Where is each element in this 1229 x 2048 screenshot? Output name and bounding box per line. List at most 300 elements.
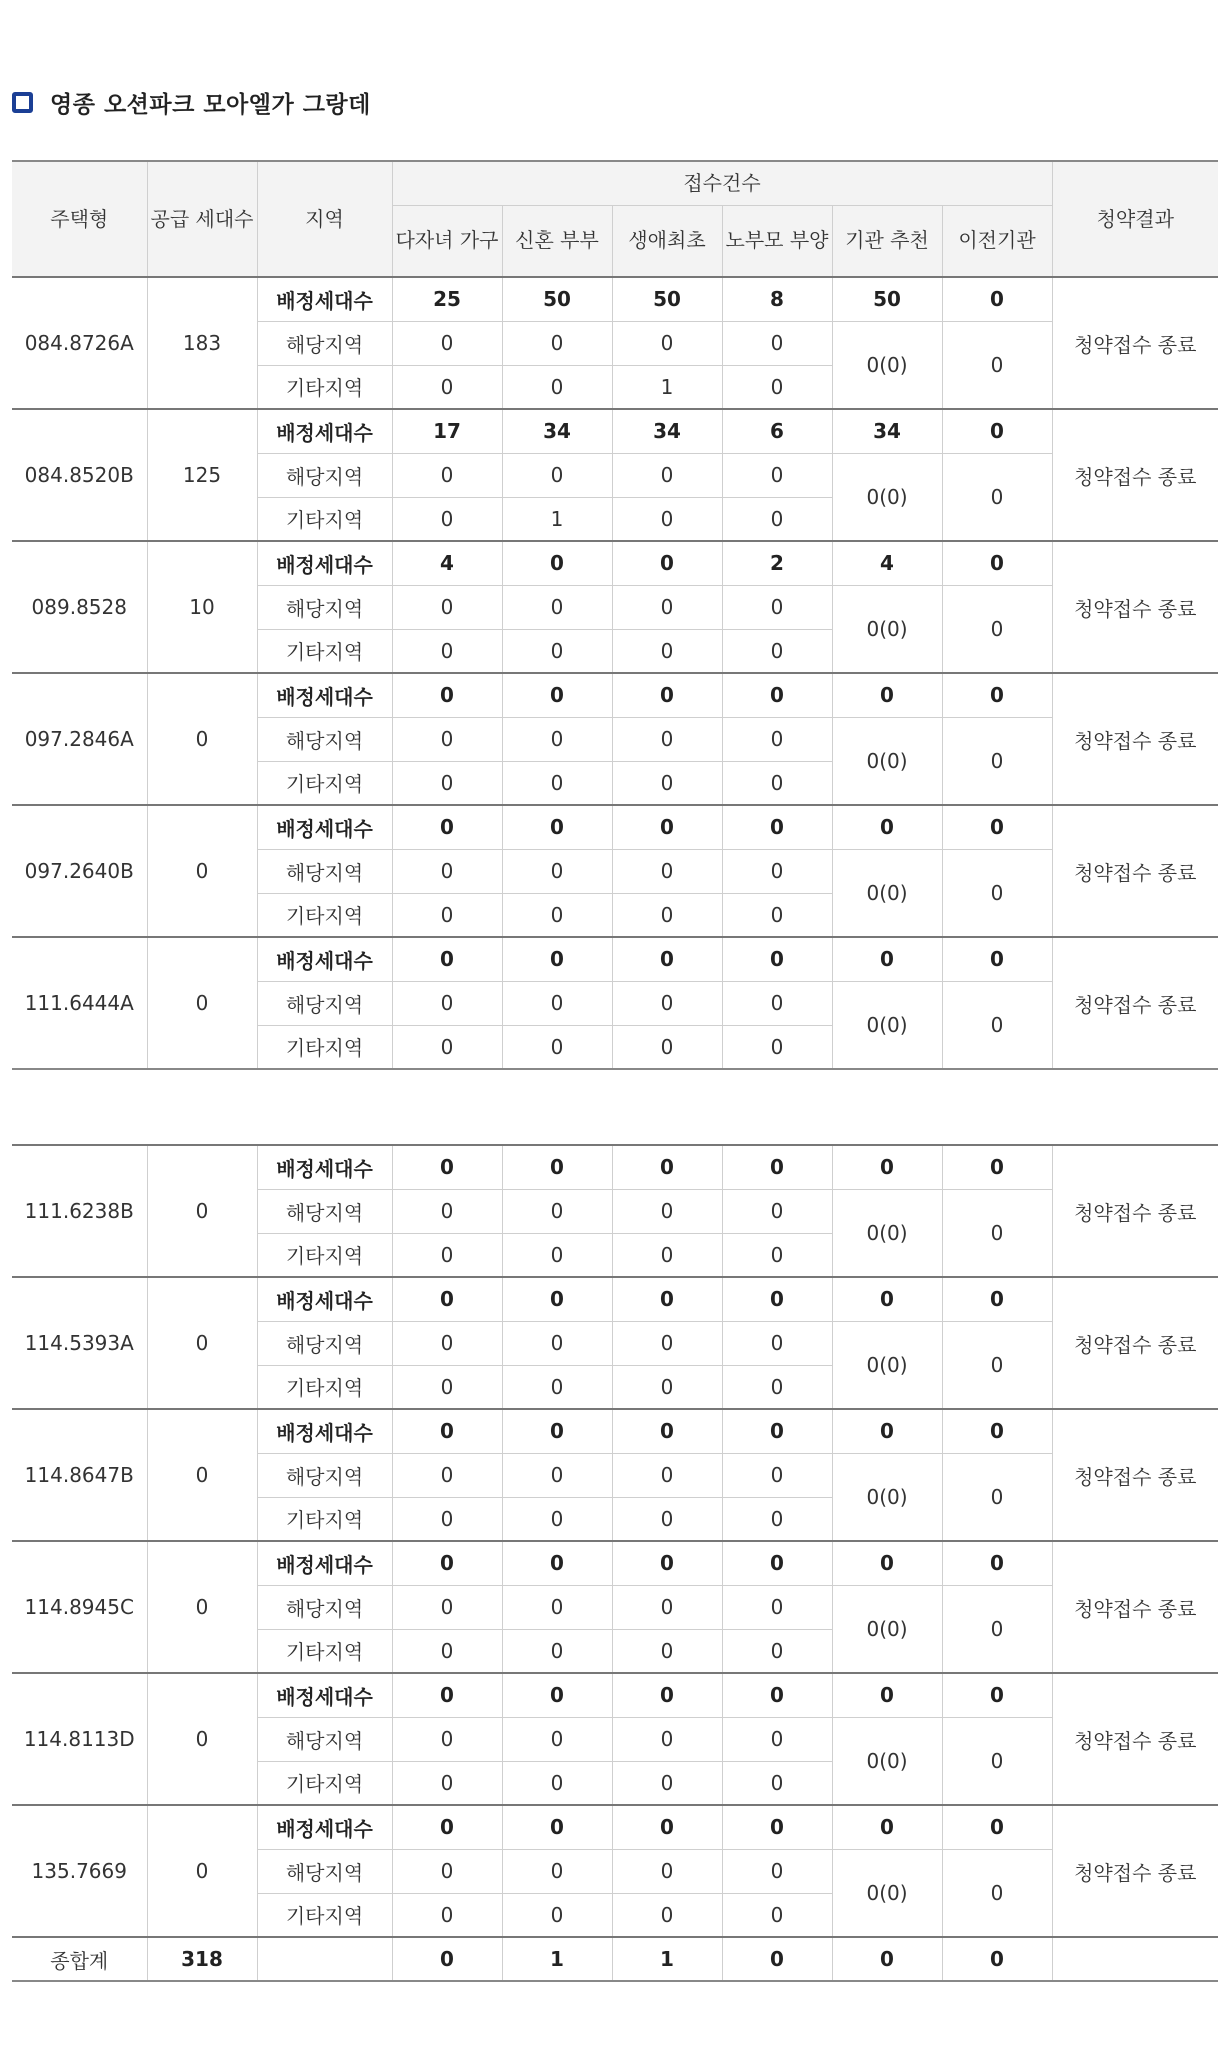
allocated-value: 0 — [722, 937, 832, 981]
total-value: 0 — [832, 1937, 942, 1981]
allocated-value: 0 — [612, 1541, 722, 1585]
other-value: 0 — [392, 1233, 502, 1277]
allocated-value: 0 — [832, 1145, 942, 1189]
other-value: 0 — [392, 629, 502, 673]
other-value: 0 — [722, 1025, 832, 1069]
local-value: 0 — [612, 585, 722, 629]
other-value: 0 — [612, 629, 722, 673]
result-cell: 청약접수 종료 — [1052, 541, 1218, 673]
row-label-other: 기타지역 — [257, 1025, 392, 1069]
housing-type-cell: 097.2640B — [12, 805, 147, 937]
allocated-value: 0 — [722, 673, 832, 717]
other-value: 0 — [392, 1629, 502, 1673]
row-label-allocated: 배정세대수 — [257, 409, 392, 453]
row-label-local: 해당지역 — [257, 981, 392, 1025]
allocated-value: 2 — [722, 541, 832, 585]
local-value: 0 — [502, 321, 612, 365]
other-value: 0 — [392, 365, 502, 409]
header-col-elderly-parent: 노부모 부양 — [722, 205, 832, 277]
total-value: 0 — [942, 1937, 1052, 1981]
allocated-value: 0 — [392, 1277, 502, 1321]
allocated-value: 0 — [502, 1673, 612, 1717]
local-value: 0 — [612, 321, 722, 365]
other-value: 0 — [392, 497, 502, 541]
local-value: 0 — [722, 717, 832, 761]
housing-type-cell: 114.8945C — [12, 1541, 147, 1673]
total-result-empty — [1052, 1937, 1218, 1981]
row-label-allocated: 배정세대수 — [257, 1145, 392, 1189]
other-value: 0 — [612, 1365, 722, 1409]
allocated-value: 0 — [832, 673, 942, 717]
table-row — [12, 1805, 1218, 1849]
other-value: 0 — [502, 1365, 612, 1409]
header-col-first-time: 생애최초 — [612, 205, 722, 277]
agency-combined-cell: 0(0) — [832, 453, 942, 541]
allocated-value: 4 — [392, 541, 502, 585]
allocated-value: 0 — [612, 1673, 722, 1717]
allocated-value: 0 — [832, 805, 942, 849]
allocated-value: 0 — [942, 805, 1052, 849]
relocated-combined-cell: 0 — [942, 453, 1052, 541]
subscription-table-part-2 — [12, 1144, 1218, 1982]
relocated-combined-cell: 0 — [942, 717, 1052, 805]
allocated-value: 0 — [502, 937, 612, 981]
relocated-combined-cell: 0 — [942, 1321, 1052, 1409]
row-label-allocated: 배정세대수 — [257, 673, 392, 717]
housing-type-cell: 089.8528 — [12, 541, 147, 673]
allocated-value: 0 — [392, 1409, 502, 1453]
relocated-combined-cell: 0 — [942, 321, 1052, 409]
allocated-value: 4 — [832, 541, 942, 585]
result-cell: 청약접수 종료 — [1052, 1277, 1218, 1409]
total-value: 0 — [722, 1937, 832, 1981]
allocated-value: 0 — [942, 1673, 1052, 1717]
header-housing-type: 주택형 — [12, 161, 147, 277]
row-label-other: 기타지역 — [257, 1629, 392, 1673]
allocated-value: 0 — [392, 1805, 502, 1849]
local-value: 0 — [722, 1189, 832, 1233]
agency-combined-cell: 0(0) — [832, 981, 942, 1069]
allocated-value: 0 — [942, 1145, 1052, 1189]
housing-type-cell: 135.7669 — [12, 1805, 147, 1937]
table-row — [12, 277, 1218, 321]
allocated-value: 8 — [722, 277, 832, 321]
local-value: 0 — [722, 981, 832, 1025]
other-value: 0 — [502, 1893, 612, 1937]
header-col-relocated: 이전기관 — [942, 205, 1052, 277]
other-value: 0 — [722, 1497, 832, 1541]
other-value: 0 — [502, 1233, 612, 1277]
local-value: 0 — [502, 849, 612, 893]
local-value: 0 — [722, 585, 832, 629]
local-value: 0 — [722, 1585, 832, 1629]
other-value: 0 — [502, 1629, 612, 1673]
local-value: 0 — [612, 453, 722, 497]
allocated-value: 0 — [502, 1805, 612, 1849]
allocated-value: 0 — [832, 1805, 942, 1849]
agency-combined-cell: 0(0) — [832, 1717, 942, 1805]
allocated-value: 0 — [942, 1409, 1052, 1453]
header-col-agency: 기관 추천 — [832, 205, 942, 277]
row-label-other: 기타지역 — [257, 365, 392, 409]
allocated-value: 0 — [722, 1277, 832, 1321]
allocated-value: 17 — [392, 409, 502, 453]
other-value: 0 — [722, 1761, 832, 1805]
allocated-value: 0 — [502, 1409, 612, 1453]
supply-units-cell: 125 — [147, 409, 257, 541]
relocated-combined-cell: 0 — [942, 1453, 1052, 1541]
local-value: 0 — [612, 1453, 722, 1497]
allocated-value: 0 — [392, 1145, 502, 1189]
table-row — [12, 937, 1218, 981]
header-result: 청약결과 — [1052, 161, 1218, 277]
local-value: 0 — [722, 1717, 832, 1761]
other-value: 0 — [392, 1761, 502, 1805]
result-cell: 청약접수 종료 — [1052, 277, 1218, 409]
allocated-value: 0 — [722, 1673, 832, 1717]
local-value: 0 — [392, 453, 502, 497]
local-value: 0 — [612, 1585, 722, 1629]
local-value: 0 — [612, 981, 722, 1025]
table-row — [12, 409, 1218, 453]
other-value: 0 — [722, 893, 832, 937]
housing-type-cell: 111.6444A — [12, 937, 147, 1069]
table-row — [12, 1145, 1218, 1189]
allocated-value: 0 — [612, 541, 722, 585]
allocated-value: 0 — [502, 1541, 612, 1585]
allocated-value: 0 — [942, 937, 1052, 981]
header-col-newlywed: 신혼 부부 — [502, 205, 612, 277]
allocated-value: 0 — [832, 1277, 942, 1321]
section-title — [12, 84, 371, 120]
local-value: 0 — [722, 1321, 832, 1365]
row-label-local: 해당지역 — [257, 585, 392, 629]
allocated-value: 0 — [832, 1409, 942, 1453]
supply-units-cell: 0 — [147, 937, 257, 1069]
other-value: 0 — [612, 1233, 722, 1277]
local-value: 0 — [392, 1849, 502, 1893]
row-label-allocated: 배정세대수 — [257, 277, 392, 321]
other-value: 0 — [392, 1893, 502, 1937]
other-value: 0 — [502, 1497, 612, 1541]
row-label-local: 해당지역 — [257, 1189, 392, 1233]
local-value: 0 — [502, 1189, 612, 1233]
header-reception-count: 접수건수 — [392, 161, 1052, 205]
housing-type-cell: 111.6238B — [12, 1145, 147, 1277]
supply-units-cell: 0 — [147, 1673, 257, 1805]
header-supply-units: 공급 세대수 — [147, 161, 257, 277]
allocated-value: 0 — [612, 673, 722, 717]
agency-combined-cell: 0(0) — [832, 849, 942, 937]
total-value: 0 — [392, 1937, 502, 1981]
allocated-value: 0 — [502, 1277, 612, 1321]
local-value: 0 — [502, 1717, 612, 1761]
allocated-value: 0 — [502, 541, 612, 585]
other-value: 0 — [722, 1233, 832, 1277]
local-value: 0 — [612, 1321, 722, 1365]
local-value: 0 — [502, 585, 612, 629]
agency-combined-cell: 0(0) — [832, 1321, 942, 1409]
table-row — [12, 1541, 1218, 1585]
allocated-value: 0 — [722, 1409, 832, 1453]
result-cell: 청약접수 종료 — [1052, 1673, 1218, 1805]
other-value: 0 — [612, 1761, 722, 1805]
other-value: 0 — [502, 629, 612, 673]
local-value: 0 — [392, 1189, 502, 1233]
allocated-value: 0 — [942, 541, 1052, 585]
page-title: 영종 오션파크 모아엘가 그랑데 — [50, 91, 371, 118]
allocated-value: 34 — [612, 409, 722, 453]
allocated-value: 0 — [612, 805, 722, 849]
result-cell: 청약접수 종료 — [1052, 673, 1218, 805]
table-row — [12, 1277, 1218, 1321]
agency-combined-cell: 0(0) — [832, 585, 942, 673]
allocated-value: 0 — [392, 1673, 502, 1717]
allocated-value: 0 — [832, 1541, 942, 1585]
allocated-value: 0 — [942, 277, 1052, 321]
local-value: 0 — [722, 1849, 832, 1893]
local-value: 0 — [392, 849, 502, 893]
row-label-allocated: 배정세대수 — [257, 937, 392, 981]
table-row — [12, 541, 1218, 585]
supply-units-cell: 0 — [147, 1409, 257, 1541]
other-value: 0 — [722, 629, 832, 673]
local-value: 0 — [392, 981, 502, 1025]
row-label-local: 해당지역 — [257, 1453, 392, 1497]
local-value: 0 — [612, 1849, 722, 1893]
result-cell: 청약접수 종료 — [1052, 937, 1218, 1069]
result-cell: 청약접수 종료 — [1052, 805, 1218, 937]
relocated-combined-cell: 0 — [942, 1585, 1052, 1673]
other-value: 0 — [612, 893, 722, 937]
allocated-value: 0 — [502, 673, 612, 717]
other-value: 0 — [722, 497, 832, 541]
housing-type-cell: 097.2846A — [12, 673, 147, 805]
allocated-value: 50 — [832, 277, 942, 321]
local-value: 0 — [502, 453, 612, 497]
allocated-value: 0 — [392, 1541, 502, 1585]
row-label-other: 기타지역 — [257, 893, 392, 937]
allocated-value: 0 — [722, 1541, 832, 1585]
relocated-combined-cell: 0 — [942, 585, 1052, 673]
other-value: 0 — [612, 1497, 722, 1541]
housing-type-cell: 114.8113D — [12, 1673, 147, 1805]
row-label-local: 해당지역 — [257, 717, 392, 761]
relocated-combined-cell: 0 — [942, 849, 1052, 937]
table-row — [12, 1409, 1218, 1453]
row-label-other: 기타지역 — [257, 1365, 392, 1409]
allocated-value: 0 — [612, 1805, 722, 1849]
allocated-value: 0 — [722, 1805, 832, 1849]
relocated-combined-cell: 0 — [942, 1849, 1052, 1937]
allocated-value: 0 — [392, 673, 502, 717]
allocated-value: 0 — [612, 937, 722, 981]
result-cell: 청약접수 종료 — [1052, 1145, 1218, 1277]
other-value: 0 — [502, 1761, 612, 1805]
other-value: 0 — [612, 497, 722, 541]
subscription-table-part-1 — [12, 160, 1218, 1070]
row-label-other: 기타지역 — [257, 1233, 392, 1277]
allocated-value: 0 — [612, 1409, 722, 1453]
supply-units-cell: 10 — [147, 541, 257, 673]
agency-combined-cell: 0(0) — [832, 717, 942, 805]
local-value: 0 — [722, 849, 832, 893]
local-value: 0 — [392, 717, 502, 761]
allocated-value: 50 — [502, 277, 612, 321]
total-label: 종합계 — [12, 1937, 147, 1981]
local-value: 0 — [722, 453, 832, 497]
other-value: 0 — [722, 1893, 832, 1937]
result-cell: 청약접수 종료 — [1052, 1541, 1218, 1673]
relocated-combined-cell: 0 — [942, 1189, 1052, 1277]
other-value: 0 — [392, 1365, 502, 1409]
other-value: 1 — [612, 365, 722, 409]
row-label-allocated: 배정세대수 — [257, 1409, 392, 1453]
supply-units-cell: 183 — [147, 277, 257, 409]
allocated-value: 34 — [502, 409, 612, 453]
supply-units-cell: 0 — [147, 1277, 257, 1409]
allocated-value: 0 — [942, 1805, 1052, 1849]
result-cell: 청약접수 종료 — [1052, 1805, 1218, 1937]
supply-units-cell: 0 — [147, 1805, 257, 1937]
total-value: 1 — [502, 1937, 612, 1981]
allocated-value: 0 — [942, 673, 1052, 717]
local-value: 0 — [722, 1453, 832, 1497]
supply-units-cell: 0 — [147, 1541, 257, 1673]
other-value: 0 — [392, 1025, 502, 1069]
row-label-allocated: 배정세대수 — [257, 1673, 392, 1717]
row-label-other: 기타지역 — [257, 1497, 392, 1541]
other-value: 0 — [612, 1025, 722, 1069]
row-label-local: 해당지역 — [257, 1585, 392, 1629]
row-label-local: 해당지역 — [257, 453, 392, 497]
row-label-other: 기타지역 — [257, 1893, 392, 1937]
allocated-value: 0 — [612, 1145, 722, 1189]
row-label-local: 해당지역 — [257, 849, 392, 893]
other-value: 0 — [392, 761, 502, 805]
total-row — [12, 1937, 1218, 1981]
housing-type-cell: 114.5393A — [12, 1277, 147, 1409]
agency-combined-cell: 0(0) — [832, 1849, 942, 1937]
agency-combined-cell: 0(0) — [832, 1189, 942, 1277]
total-supply: 318 — [147, 1937, 257, 1981]
agency-combined-cell: 0(0) — [832, 1453, 942, 1541]
local-value: 0 — [392, 1585, 502, 1629]
local-value: 0 — [502, 1321, 612, 1365]
result-cell: 청약접수 종료 — [1052, 409, 1218, 541]
allocated-value: 0 — [942, 1541, 1052, 1585]
row-label-other: 기타지역 — [257, 629, 392, 673]
other-value: 0 — [502, 761, 612, 805]
other-value: 0 — [392, 1497, 502, 1541]
housing-type-cell: 114.8647B — [12, 1409, 147, 1541]
row-label-other: 기타지역 — [257, 1761, 392, 1805]
supply-units-cell: 0 — [147, 673, 257, 805]
table-row — [12, 673, 1218, 717]
local-value: 0 — [392, 585, 502, 629]
allocated-value: 0 — [502, 805, 612, 849]
row-label-local: 해당지역 — [257, 321, 392, 365]
local-value: 0 — [502, 1453, 612, 1497]
local-value: 0 — [392, 321, 502, 365]
allocated-value: 0 — [392, 937, 502, 981]
table-row — [12, 1673, 1218, 1717]
other-value: 0 — [612, 761, 722, 805]
other-value: 0 — [722, 1629, 832, 1673]
allocated-value: 6 — [722, 409, 832, 453]
agency-combined-cell: 0(0) — [832, 1585, 942, 1673]
other-value: 0 — [722, 761, 832, 805]
supply-units-cell: 0 — [147, 1145, 257, 1277]
local-value: 0 — [392, 1453, 502, 1497]
relocated-combined-cell: 0 — [942, 981, 1052, 1069]
row-label-local: 해당지역 — [257, 1321, 392, 1365]
local-value: 0 — [722, 321, 832, 365]
local-value: 0 — [392, 1321, 502, 1365]
local-value: 0 — [612, 849, 722, 893]
allocated-value: 0 — [502, 1145, 612, 1189]
table-row — [12, 805, 1218, 849]
other-value: 0 — [612, 1893, 722, 1937]
row-label-allocated: 배정세대수 — [257, 1805, 392, 1849]
allocated-value: 0 — [612, 1277, 722, 1321]
result-cell: 청약접수 종료 — [1052, 1409, 1218, 1541]
local-value: 0 — [612, 717, 722, 761]
allocated-value: 0 — [942, 409, 1052, 453]
row-label-local: 해당지역 — [257, 1849, 392, 1893]
allocated-value: 0 — [722, 805, 832, 849]
allocated-value: 34 — [832, 409, 942, 453]
row-label-other: 기타지역 — [257, 761, 392, 805]
other-value: 1 — [502, 497, 612, 541]
row-label-allocated: 배정세대수 — [257, 1277, 392, 1321]
allocated-value: 50 — [612, 277, 722, 321]
local-value: 0 — [502, 1585, 612, 1629]
supply-units-cell: 0 — [147, 805, 257, 937]
other-value: 0 — [502, 365, 612, 409]
allocated-value: 25 — [392, 277, 502, 321]
other-value: 0 — [612, 1629, 722, 1673]
row-label-allocated: 배정세대수 — [257, 541, 392, 585]
allocated-value: 0 — [392, 805, 502, 849]
row-label-other: 기타지역 — [257, 497, 392, 541]
other-value: 0 — [722, 1365, 832, 1409]
local-value: 0 — [502, 981, 612, 1025]
other-value: 0 — [502, 893, 612, 937]
allocated-value: 0 — [722, 1145, 832, 1189]
local-value: 0 — [502, 1849, 612, 1893]
row-label-allocated: 배정세대수 — [257, 805, 392, 849]
other-value: 0 — [392, 893, 502, 937]
housing-type-cell: 084.8520B — [12, 409, 147, 541]
total-region-empty — [257, 1937, 392, 1981]
allocated-value: 0 — [832, 1673, 942, 1717]
other-value: 0 — [502, 1025, 612, 1069]
local-value: 0 — [612, 1717, 722, 1761]
header-col-multichild: 다자녀 가구 — [392, 205, 502, 277]
square-bullet-icon — [12, 92, 33, 113]
housing-type-cell: 084.8726A — [12, 277, 147, 409]
local-value: 0 — [392, 1717, 502, 1761]
allocated-value: 0 — [832, 937, 942, 981]
agency-combined-cell: 0(0) — [832, 321, 942, 409]
local-value: 0 — [502, 717, 612, 761]
header-region: 지역 — [257, 161, 392, 277]
row-label-local: 해당지역 — [257, 1717, 392, 1761]
other-value: 0 — [722, 365, 832, 409]
row-label-allocated: 배정세대수 — [257, 1541, 392, 1585]
relocated-combined-cell: 0 — [942, 1717, 1052, 1805]
